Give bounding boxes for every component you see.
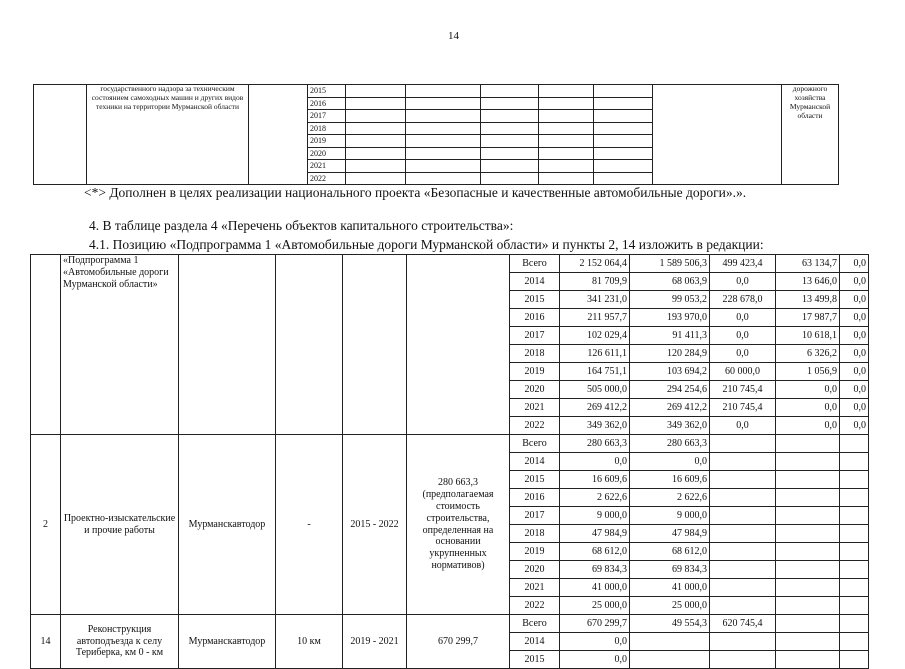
value-cell-extra: 0,0 bbox=[840, 399, 869, 417]
value-cell-regional: 269 412,2 bbox=[630, 399, 710, 417]
year-cell: 2015 bbox=[510, 651, 560, 669]
item14-cost: 670 299,7 bbox=[407, 615, 510, 669]
top-table bbox=[33, 84, 839, 185]
year-cell: 2019 bbox=[510, 363, 560, 381]
year-cell: 2015 bbox=[510, 471, 560, 489]
year-cell: 2021 bbox=[510, 399, 560, 417]
top-table-row bbox=[34, 85, 839, 98]
top-table-right-text: дорожного хозяйства Мурманской области bbox=[782, 85, 839, 185]
top-table-value-cell bbox=[594, 147, 653, 160]
top-table-value-cell bbox=[406, 97, 481, 110]
top-table-value-cell bbox=[594, 97, 653, 110]
value-cell-federal bbox=[710, 489, 776, 507]
value-cell-federal: 0,0 bbox=[710, 417, 776, 435]
top-table-value-cell bbox=[481, 97, 539, 110]
value-cell-other bbox=[776, 489, 840, 507]
value-cell-other bbox=[776, 615, 840, 633]
value-cell-total: 47 984,9 bbox=[560, 525, 630, 543]
value-cell-other bbox=[776, 561, 840, 579]
top-table-value-cell bbox=[481, 85, 539, 98]
top-table-year: 2018 bbox=[308, 122, 346, 135]
top-table-value-cell bbox=[406, 135, 481, 148]
value-cell-other bbox=[776, 579, 840, 597]
year-cell: 2022 bbox=[510, 597, 560, 615]
top-table-value-cell bbox=[346, 85, 406, 98]
value-cell-total: 81 709,9 bbox=[560, 273, 630, 291]
top-table-year: 2021 bbox=[308, 160, 346, 173]
value-cell-other bbox=[776, 453, 840, 471]
top-table-year: 2017 bbox=[308, 110, 346, 123]
value-cell-extra: 0,0 bbox=[840, 417, 869, 435]
value-cell-total: 2 152 064,4 bbox=[560, 255, 630, 273]
value-cell-federal bbox=[710, 633, 776, 651]
year-cell: Всего bbox=[510, 615, 560, 633]
value-cell-federal bbox=[710, 471, 776, 489]
year-cell: 2014 bbox=[510, 633, 560, 651]
value-cell-regional: 120 284,9 bbox=[630, 345, 710, 363]
value-cell-total: 341 231,0 bbox=[560, 291, 630, 309]
value-cell-other bbox=[776, 507, 840, 525]
year-cell: 2019 bbox=[510, 543, 560, 561]
value-cell-total: 126 611,1 bbox=[560, 345, 630, 363]
top-table-value-cell bbox=[481, 147, 539, 160]
value-cell-extra: 0,0 bbox=[840, 309, 869, 327]
top-table-value-cell bbox=[539, 147, 594, 160]
year-cell: 2014 bbox=[510, 453, 560, 471]
top-table-value-cell bbox=[481, 172, 539, 185]
top-table-empty-cell bbox=[249, 85, 308, 185]
value-cell-other: 1 056,9 bbox=[776, 363, 840, 381]
value-cell-extra bbox=[840, 543, 869, 561]
subprogram-cost bbox=[407, 255, 510, 435]
value-cell-regional: 103 694,2 bbox=[630, 363, 710, 381]
top-table-value-cell bbox=[539, 135, 594, 148]
item14-capacity: 10 км bbox=[276, 615, 343, 669]
year-cell: 2018 bbox=[510, 345, 560, 363]
top-table-value-cell bbox=[346, 172, 406, 185]
value-cell-other bbox=[776, 543, 840, 561]
top-table-value-cell bbox=[346, 147, 406, 160]
top-table-value-cell bbox=[406, 172, 481, 185]
value-cell-total: 0,0 bbox=[560, 633, 630, 651]
value-cell-regional: 0,0 bbox=[630, 453, 710, 471]
value-cell-other: 17 987,7 bbox=[776, 309, 840, 327]
value-cell-other bbox=[776, 525, 840, 543]
item2-number: 2 bbox=[31, 435, 61, 615]
value-cell-total: 164 751,1 bbox=[560, 363, 630, 381]
top-table-value-cell bbox=[406, 110, 481, 123]
top-table-value-cell bbox=[539, 122, 594, 135]
value-cell-regional: 9 000,0 bbox=[630, 507, 710, 525]
value-cell-extra bbox=[840, 471, 869, 489]
value-cell-federal: 0,0 bbox=[710, 327, 776, 345]
subprogram-number bbox=[31, 255, 61, 435]
top-table-value-cell bbox=[406, 85, 481, 98]
value-cell-regional: 25 000,0 bbox=[630, 597, 710, 615]
value-cell-federal bbox=[710, 651, 776, 669]
value-cell-regional: 294 254,6 bbox=[630, 381, 710, 399]
top-table-value-cell bbox=[346, 110, 406, 123]
year-cell: 2020 bbox=[510, 381, 560, 399]
top-table-value-cell bbox=[539, 172, 594, 185]
value-cell-total: 102 029,4 bbox=[560, 327, 630, 345]
top-table-value-cell bbox=[539, 110, 594, 123]
value-cell-federal: 0,0 bbox=[710, 309, 776, 327]
top-table-value-cell bbox=[481, 122, 539, 135]
value-cell-extra bbox=[840, 525, 869, 543]
value-cell-extra: 0,0 bbox=[840, 363, 869, 381]
footnote: <*> Дополнен в целях реализации национального проекта «Безопасные и качественные автомобильные дороги».». bbox=[84, 185, 747, 200]
value-cell-federal: 228 678,0 bbox=[710, 291, 776, 309]
value-cell-total: 670 299,7 bbox=[560, 615, 630, 633]
year-cell: 2018 bbox=[510, 525, 560, 543]
top-table-value-cell bbox=[346, 135, 406, 148]
page-number: 14 bbox=[448, 30, 459, 42]
year-cell: 2016 bbox=[510, 489, 560, 507]
top-table-value-cell bbox=[346, 160, 406, 173]
top-table-value-cell bbox=[406, 122, 481, 135]
subprogram-period bbox=[343, 255, 407, 435]
main-table bbox=[30, 254, 869, 669]
value-cell-federal bbox=[710, 435, 776, 453]
top-table-year: 2016 bbox=[308, 97, 346, 110]
value-cell-federal: 0,0 bbox=[710, 273, 776, 291]
value-cell-extra bbox=[840, 561, 869, 579]
value-cell-other: 13 499,8 bbox=[776, 291, 840, 309]
value-cell-extra bbox=[840, 579, 869, 597]
year-cell: 2020 bbox=[510, 561, 560, 579]
top-table-value-cell bbox=[346, 97, 406, 110]
value-cell-other: 0,0 bbox=[776, 399, 840, 417]
top-table-year: 2022 bbox=[308, 172, 346, 185]
value-cell-other bbox=[776, 471, 840, 489]
value-cell-extra bbox=[840, 507, 869, 525]
value-cell-regional: 1 589 506,3 bbox=[630, 255, 710, 273]
value-cell-other: 0,0 bbox=[776, 417, 840, 435]
value-cell-regional bbox=[630, 651, 710, 669]
item14-customer: Мурманскавтодор bbox=[179, 615, 276, 669]
value-cell-extra: 0,0 bbox=[840, 381, 869, 399]
value-cell-federal bbox=[710, 597, 776, 615]
top-table-value-cell bbox=[594, 135, 653, 148]
value-cell-regional: 99 053,2 bbox=[630, 291, 710, 309]
value-cell-extra: 0,0 bbox=[840, 291, 869, 309]
value-cell-federal bbox=[710, 525, 776, 543]
value-cell-federal: 0,0 bbox=[710, 345, 776, 363]
value-cell-extra bbox=[840, 489, 869, 507]
item2-name: Проектно-изыскательские и прочие работы bbox=[61, 435, 179, 615]
item14-name: Реконструкция автоподъезда к селу Териберка, км 0 - км bbox=[61, 615, 179, 669]
top-table-year: 2015 bbox=[308, 85, 346, 98]
value-cell-total: 68 612,0 bbox=[560, 543, 630, 561]
year-cell: 2016 bbox=[510, 309, 560, 327]
value-cell-other bbox=[776, 651, 840, 669]
value-cell-total: 2 622,6 bbox=[560, 489, 630, 507]
subprogram-customer bbox=[179, 255, 276, 435]
value-cell-total: 505 000,0 bbox=[560, 381, 630, 399]
top-table-value-cell bbox=[481, 135, 539, 148]
value-cell-other: 10 618,1 bbox=[776, 327, 840, 345]
value-cell-other: 13 646,0 bbox=[776, 273, 840, 291]
value-cell-regional: 280 663,3 bbox=[630, 435, 710, 453]
value-cell-regional: 16 609,6 bbox=[630, 471, 710, 489]
value-cell-other: 6 326,2 bbox=[776, 345, 840, 363]
year-cell: 2017 bbox=[510, 327, 560, 345]
value-cell-total: 25 000,0 bbox=[560, 597, 630, 615]
item2-row bbox=[31, 435, 869, 453]
value-cell-other bbox=[776, 435, 840, 453]
value-cell-extra: 0,0 bbox=[840, 273, 869, 291]
top-table-value-cell bbox=[594, 172, 653, 185]
year-cell: 2015 bbox=[510, 291, 560, 309]
value-cell-regional: 349 362,0 bbox=[630, 417, 710, 435]
value-cell-extra bbox=[840, 435, 869, 453]
top-table-value-cell bbox=[594, 160, 653, 173]
value-cell-federal: 620 745,4 bbox=[710, 615, 776, 633]
top-table-value-cell bbox=[594, 122, 653, 135]
value-cell-federal bbox=[710, 579, 776, 597]
value-cell-extra bbox=[840, 615, 869, 633]
value-cell-regional: 68 612,0 bbox=[630, 543, 710, 561]
top-table-value-cell bbox=[594, 85, 653, 98]
value-cell-regional: 68 063,9 bbox=[630, 273, 710, 291]
top-table-value-cell bbox=[539, 85, 594, 98]
section-4-1-text: 4.1. Позицию «Подпрограмма 1 «Автомобильные дороги Мурманской области» и пункты 2, 14 изложить в редакции: bbox=[89, 237, 764, 252]
top-table-num-cell bbox=[34, 85, 87, 185]
value-cell-other: 0,0 bbox=[776, 381, 840, 399]
top-table-empty-cell bbox=[653, 85, 782, 185]
top-table-year: 2019 bbox=[308, 135, 346, 148]
value-cell-total: 69 834,3 bbox=[560, 561, 630, 579]
value-cell-federal bbox=[710, 561, 776, 579]
value-cell-regional: 69 834,3 bbox=[630, 561, 710, 579]
value-cell-regional: 193 970,0 bbox=[630, 309, 710, 327]
year-cell: 2017 bbox=[510, 507, 560, 525]
top-table-value-cell bbox=[346, 122, 406, 135]
item14-number: 14 bbox=[31, 615, 61, 669]
value-cell-regional bbox=[630, 633, 710, 651]
value-cell-total: 9 000,0 bbox=[560, 507, 630, 525]
value-cell-regional: 91 411,3 bbox=[630, 327, 710, 345]
top-table-left-text: государственного надзора за техническим состоянием самоходных машин и других видов техники на территории Мурманской области bbox=[87, 85, 249, 185]
value-cell-federal: 499 423,4 bbox=[710, 255, 776, 273]
value-cell-regional: 49 554,3 bbox=[630, 615, 710, 633]
value-cell-extra bbox=[840, 633, 869, 651]
item2-capacity: - bbox=[276, 435, 343, 615]
value-cell-total: 41 000,0 bbox=[560, 579, 630, 597]
item2-cost: 280 663,3 (предполагаемая стоимость строительства, определенная на основании укрупненных нормативов) bbox=[407, 435, 510, 615]
year-cell: Всего bbox=[510, 255, 560, 273]
subprogram-capacity bbox=[276, 255, 343, 435]
year-cell: 2014 bbox=[510, 273, 560, 291]
top-table-value-cell bbox=[539, 97, 594, 110]
top-table-value-cell bbox=[406, 160, 481, 173]
top-table-value-cell bbox=[481, 160, 539, 173]
value-cell-extra: 0,0 bbox=[840, 327, 869, 345]
value-cell-total: 0,0 bbox=[560, 651, 630, 669]
item2-period: 2015 - 2022 bbox=[343, 435, 407, 615]
top-table-year: 2020 bbox=[308, 147, 346, 160]
top-table-value-cell bbox=[539, 160, 594, 173]
subprogram-name: «Подпрограмма 1 «Автомобильные дороги Мурманской области» bbox=[61, 255, 179, 435]
section-4-title: 4. В таблице раздела 4 «Перечень объектов капитального строительства»: bbox=[89, 218, 514, 233]
value-cell-federal: 210 745,4 bbox=[710, 381, 776, 399]
value-cell-extra: 0,0 bbox=[840, 255, 869, 273]
top-table-value-cell bbox=[406, 147, 481, 160]
value-cell-total: 349 362,0 bbox=[560, 417, 630, 435]
value-cell-other bbox=[776, 597, 840, 615]
item14-period: 2019 - 2021 bbox=[343, 615, 407, 669]
value-cell-regional: 2 622,6 bbox=[630, 489, 710, 507]
value-cell-federal bbox=[710, 507, 776, 525]
subprogram-row bbox=[31, 255, 869, 273]
value-cell-total: 269 412,2 bbox=[560, 399, 630, 417]
value-cell-total: 280 663,3 bbox=[560, 435, 630, 453]
top-table-value-cell bbox=[594, 110, 653, 123]
value-cell-federal bbox=[710, 543, 776, 561]
value-cell-total: 0,0 bbox=[560, 453, 630, 471]
value-cell-extra: 0,0 bbox=[840, 345, 869, 363]
year-cell: 2022 bbox=[510, 417, 560, 435]
value-cell-total: 16 609,6 bbox=[560, 471, 630, 489]
item14-row bbox=[31, 615, 869, 633]
item2-customer: Мурманскавтодор bbox=[179, 435, 276, 615]
top-table-value-cell bbox=[481, 110, 539, 123]
value-cell-federal bbox=[710, 453, 776, 471]
value-cell-federal: 210 745,4 bbox=[710, 399, 776, 417]
value-cell-extra bbox=[840, 597, 869, 615]
value-cell-other: 63 134,7 bbox=[776, 255, 840, 273]
year-cell: 2021 bbox=[510, 579, 560, 597]
value-cell-extra bbox=[840, 651, 869, 669]
value-cell-total: 211 957,7 bbox=[560, 309, 630, 327]
value-cell-regional: 47 984,9 bbox=[630, 525, 710, 543]
value-cell-extra bbox=[840, 453, 869, 471]
value-cell-other bbox=[776, 633, 840, 651]
value-cell-federal: 60 000,0 bbox=[710, 363, 776, 381]
year-cell: Всего bbox=[510, 435, 560, 453]
value-cell-regional: 41 000,0 bbox=[630, 579, 710, 597]
